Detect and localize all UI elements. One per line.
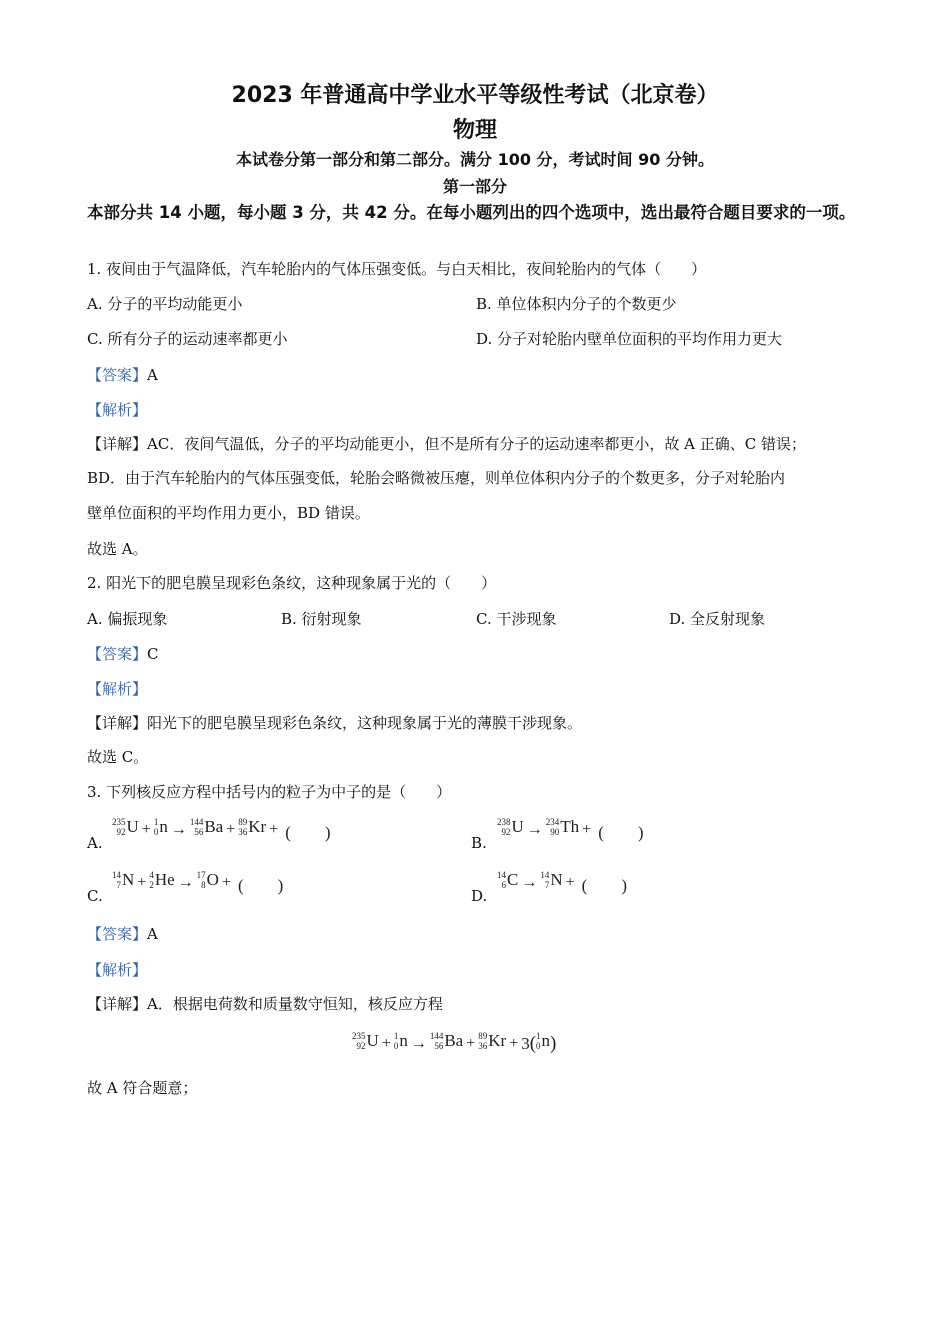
q2-answer <box>87 643 159 664</box>
answer-tag: 【答案】 <box>87 925 148 943</box>
answer-tag: 【答案】 <box>87 366 148 384</box>
q1-conclusion: 故选 A。 <box>87 540 148 558</box>
blank-bracket: ( ) <box>581 875 627 895</box>
q3-option-a-label: A. <box>87 834 103 852</box>
q3-option-d-label: D. <box>471 887 488 905</box>
detail-tag: 【详解】 <box>87 435 148 453</box>
q2-option-b: B. 衍射现象 <box>281 610 362 628</box>
nuclide-u235: 235 92 U <box>352 1031 379 1052</box>
q3-detail <box>87 993 443 1014</box>
q1-option-b: B. 单位体积内分子的个数更少 <box>476 295 677 313</box>
nuclide-o17: 17 8 O <box>196 870 219 891</box>
nuclide-he4: 4 2 He <box>149 870 175 891</box>
page-title: 2023 年普通高中学业水平等级性考试（北京卷） <box>231 83 719 108</box>
part-heading: 第一部分 <box>442 177 507 196</box>
nuclide-u238: 238 92 U <box>497 817 524 838</box>
nuclide-n14: 14 7 N <box>112 870 135 891</box>
q3-option-c-label: C. <box>87 887 103 905</box>
coefficient: 3 <box>521 1034 530 1053</box>
nuclide-neutron: 1 0 n <box>393 1031 408 1052</box>
q3-option-b-equation: 238 92 U → 234 90 Th + ( ) <box>497 816 644 844</box>
q2-detail <box>87 712 582 733</box>
q1-detail-line-2: BD．由于汽车轮胎内的气体压强变低，轮胎会略微被压瘪，则单位体积内分子的个数更多，分子对轮胎内 <box>87 469 786 487</box>
q1-option-d: D. 分子对轮胎内壁单位面积的平均作用力更大 <box>476 330 783 348</box>
q1-stem: 1. 夜间由于气温降低，汽车轮胎内的气体压强变低。与白天相比，夜间轮胎内的气体（ ） <box>87 260 707 278</box>
q2-analysis-tag: 【解析】 <box>87 680 148 698</box>
detail-text: 阳光下的肥皂膜呈现彩色条纹，这种现象属于光的薄膜干涉现象。 <box>147 714 583 732</box>
q1-detail-line-1 <box>87 433 806 454</box>
q2-option-d: D. 全反射现象 <box>669 610 766 628</box>
q1-option-c: C. 所有分子的运动速率都更小 <box>87 330 288 348</box>
nuclide-ba144: 144 56 Ba <box>429 1031 464 1052</box>
detail-tag: 【详解】 <box>87 714 148 732</box>
nuclide-neutron: 1 0 n <box>153 817 168 838</box>
blank-bracket: ( ) <box>285 822 331 842</box>
q2-option-c: C. 干涉现象 <box>476 610 557 628</box>
subject-title: 物理 <box>452 118 497 143</box>
nuclide-kr89: 89 36 Kr <box>238 817 267 838</box>
q1-analysis-tag: 【解析】 <box>87 401 148 419</box>
q2-conclusion: 故选 C。 <box>87 748 149 766</box>
q2-stem: 2. 阳光下的肥皂膜呈现彩色条纹，这种现象属于光的（ ） <box>87 574 497 592</box>
answer-value: A <box>147 366 158 384</box>
exam-description: 本试卷分第一部分和第二部分。满分 100 分，考试时间 90 分钟。 <box>236 150 714 169</box>
q3-option-b-label: B. <box>471 834 487 852</box>
nuclide-u235: 235 92 U <box>112 817 139 838</box>
detail-tag: 【详解】 <box>87 995 148 1013</box>
q1-option-a: A. 分子的平均动能更小 <box>87 295 243 313</box>
q3-stem: 3. 下列核反应方程中括号内的粒子为中子的是（ ） <box>87 783 452 801</box>
answer-value: A <box>147 925 158 943</box>
q3-display-equation: 235 92 U + 1 0 n → 144 56 Ba + 89 36 Kr + 3( 1 0 n) <box>352 1030 556 1058</box>
nuclide-c14: 14 6 C <box>497 870 519 891</box>
q3-option-d-equation: 14 6 C → 14 7 N + ( ) <box>497 869 627 897</box>
nuclide-kr89: 89 36 Kr <box>478 1031 507 1052</box>
blank-bracket: ( ) <box>237 875 284 895</box>
detail-text: A．根据电荷数和质量数守恒知，核反应方程 <box>147 995 443 1013</box>
nuclide-ba144: 144 56 Ba <box>189 817 224 838</box>
q3-option-c-equation: 14 7 N + 4 2 He → 17 8 O + ( ) <box>112 869 283 897</box>
blank-bracket: ( ) <box>598 822 644 842</box>
nuclide-neutron: 1 0 n <box>536 1031 551 1052</box>
q1-detail-line-3: 壁单位面积的平均作用力更小，BD 错误。 <box>87 504 370 522</box>
q3-answer <box>87 923 158 944</box>
q1-answer <box>87 364 158 385</box>
q3-conclusion: 故 A 符合题意； <box>87 1079 198 1097</box>
detail-text: AC．夜间气温低，分子的平均动能更小，但不是所有分子的运动速率都更小，故 A 正确、C 错误； <box>147 435 806 453</box>
answer-tag: 【答案】 <box>87 645 148 663</box>
q3-option-a-equation: 235 92 U + 1 0 n → 144 56 Ba + 89 36 Kr + ( ) <box>112 816 331 844</box>
q3-analysis-tag: 【解析】 <box>87 961 148 979</box>
answer-value: C <box>147 645 159 663</box>
part-instruction: 本部分共 14 小题，每小题 3 分，共 42 分。在每小题列出的四个选项中，选出最符合题目要求的一项。 <box>87 203 856 222</box>
nuclide-n14: 14 7 N <box>540 870 563 891</box>
q2-option-a: A. 偏振现象 <box>87 610 168 628</box>
nuclide-th234: 234 90 Th <box>545 817 580 838</box>
